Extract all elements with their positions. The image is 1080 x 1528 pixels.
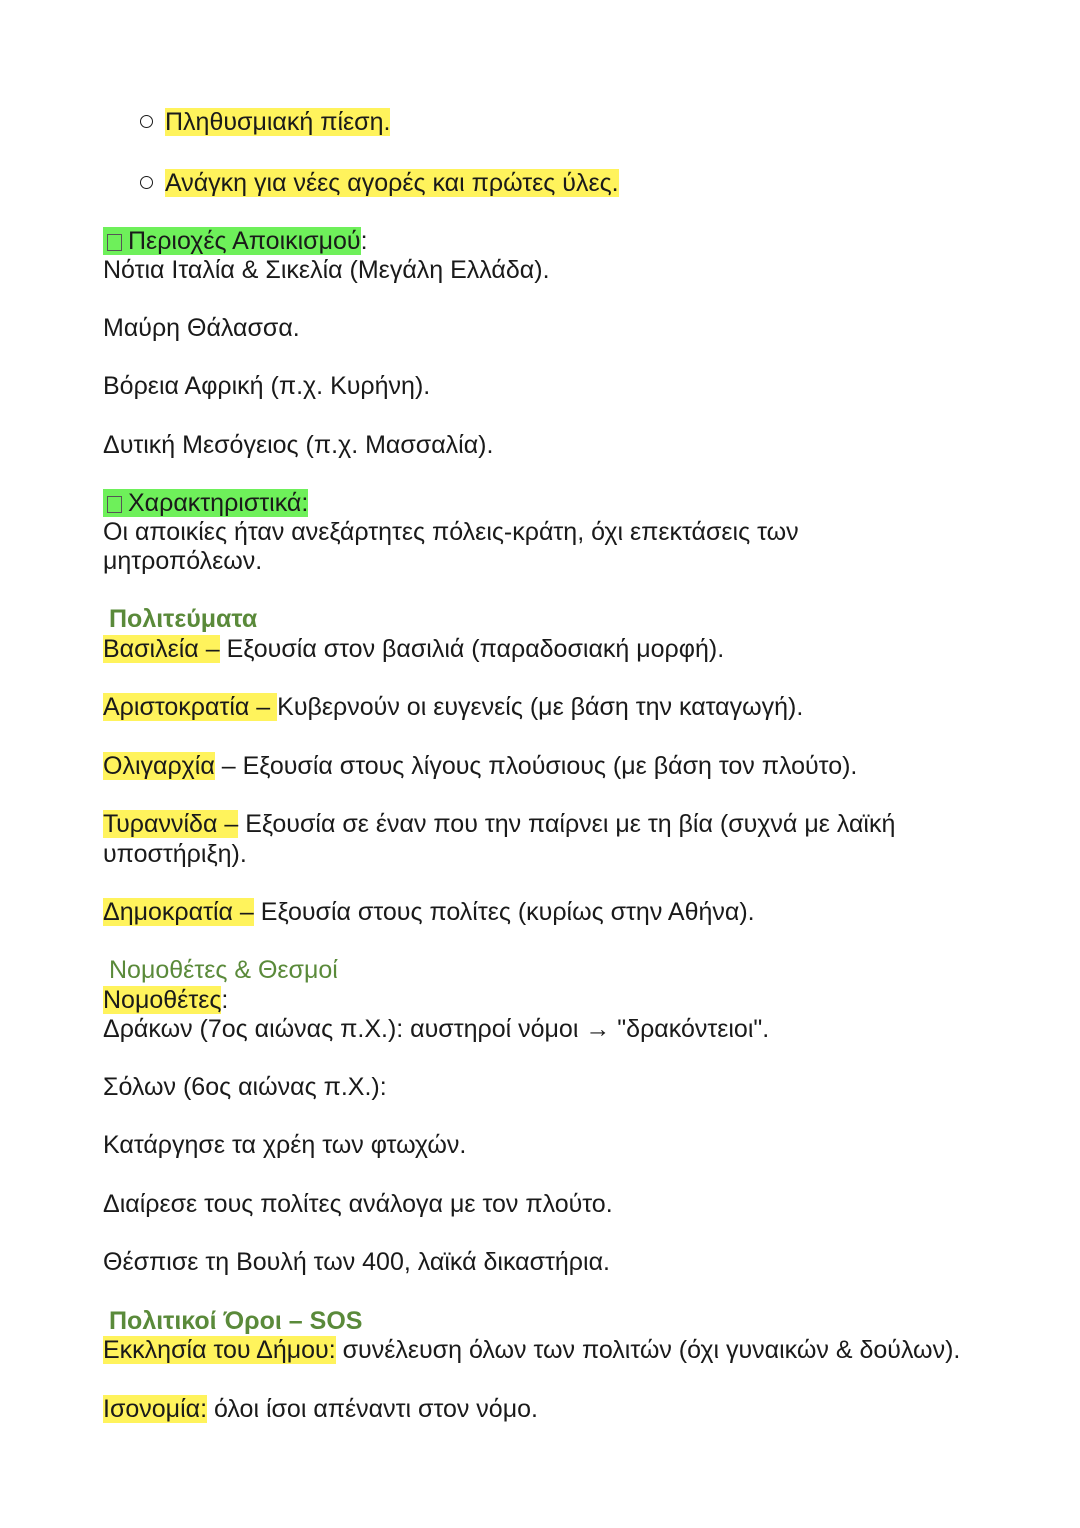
characteristics-title-highlight: Χαρακτηριστικά: bbox=[103, 489, 308, 517]
constitution-term: Βασιλεία – bbox=[103, 635, 220, 663]
lawgiver-line: Σόλων (6ος αιώνας π.Χ.): bbox=[103, 1073, 387, 1101]
hollow-circle-bullet-icon bbox=[140, 176, 153, 189]
constitution-term: Αριστοκρατία – bbox=[103, 693, 278, 721]
constitution-desc: Εξουσία στους λίγους πλούσιους (με βάση τον πλούτο). bbox=[235, 752, 858, 780]
constitution-item bbox=[103, 635, 724, 664]
characteristics-title bbox=[103, 489, 308, 518]
characteristics-text: Οι αποικίες ήταν ανεξάρτητες πόλεις-κράτη, όχι επεκτάσεις των bbox=[103, 518, 799, 546]
hollow-circle-bullet-icon bbox=[140, 115, 153, 128]
cause-item bbox=[140, 108, 390, 137]
region-item: Νότια Ιταλία & Σικελία (Μεγάλη Ελλάδα). bbox=[103, 256, 550, 284]
constitution-item bbox=[103, 898, 755, 927]
region-item: Δυτική Μεσόγειος (π.χ. Μασσαλία). bbox=[103, 431, 494, 459]
lawgiver-line: Διαίρεσε τους πολίτες ανάλογα με τον πλούτο. bbox=[103, 1190, 613, 1218]
political-terms-heading: Πολιτικοί Όροι – SOS bbox=[109, 1307, 363, 1335]
political-term-item bbox=[103, 1395, 538, 1424]
lawgivers-label: Νομοθέτες: bbox=[103, 986, 229, 1014]
checkbox-placeholder-icon bbox=[107, 496, 122, 513]
constitution-term: Δημοκρατία – bbox=[103, 898, 254, 926]
constitution-desc: Εξουσία στους πολίτες (κυρίως στην Αθήνα). bbox=[253, 898, 755, 926]
constitutions-heading: Πολιτεύματα bbox=[109, 605, 258, 633]
political-term-desc: όλοι ίσοι απέναντι στον νόμο. bbox=[207, 1395, 538, 1423]
lawgiver-line: Θέσπισε τη Βουλή των 400, λαϊκά δικαστήρια. bbox=[103, 1248, 610, 1276]
constitution-term: Ολιγαρχία bbox=[103, 752, 215, 780]
lawgiver-line: Κατάργησε τα χρέη των φτωχών. bbox=[103, 1131, 467, 1159]
political-term-desc: συνέλευση όλων των πολιτών (όχι γυναικών & δούλων). bbox=[335, 1336, 961, 1364]
regions-title: Περιοχές Αποικισμού: bbox=[103, 227, 368, 256]
cause-text: Πληθυσμιακή πίεση. bbox=[165, 108, 391, 136]
constitution-desc: Εξουσία σε έναν που την παίρνει με τη βία (συχνά με λαϊκή bbox=[238, 810, 896, 838]
constitution-desc: Κυβερνούν οι ευγενείς (με βάση την καταγωγή). bbox=[277, 693, 804, 721]
cause-text: Ανάγκη για νέες αγορές και πρώτες ύλες. bbox=[165, 169, 619, 197]
characteristics-text: μητροπόλεων. bbox=[103, 547, 263, 575]
political-term: Εκκλησία του Δήμου: bbox=[103, 1336, 336, 1364]
constitution-item: Ολιγαρχία – Εξουσία στους λίγους πλούσιους (με βάση τον πλούτο). bbox=[103, 752, 858, 780]
lawgivers-heading: Νομοθέτες & Θεσμοί bbox=[109, 956, 338, 984]
checkbox-placeholder-icon bbox=[107, 234, 122, 251]
political-term-item bbox=[103, 1336, 960, 1365]
lawgiver-line: Δράκων (7ος αιώνας π.Χ.): αυστηροί νόμοι → "δρακόντειοι". bbox=[103, 1015, 770, 1043]
constitution-term: Τυραννίδα – bbox=[103, 810, 239, 838]
political-term: Ισονομία: bbox=[103, 1395, 208, 1423]
region-item: Μαύρη Θάλασσα. bbox=[103, 314, 300, 342]
constitution-item bbox=[103, 693, 803, 722]
cause-item bbox=[140, 169, 619, 198]
constitution-item bbox=[103, 810, 895, 839]
constitution-desc-continued: υποστήριξη). bbox=[103, 840, 247, 868]
regions-title-highlight: Περιοχές Αποικισμού bbox=[103, 227, 361, 255]
constitution-desc: Εξουσία στον βασιλιά (παραδοσιακή μορφή). bbox=[219, 635, 725, 663]
region-item: Βόρεια Αφρική (π.χ. Κυρήνη). bbox=[103, 372, 431, 400]
